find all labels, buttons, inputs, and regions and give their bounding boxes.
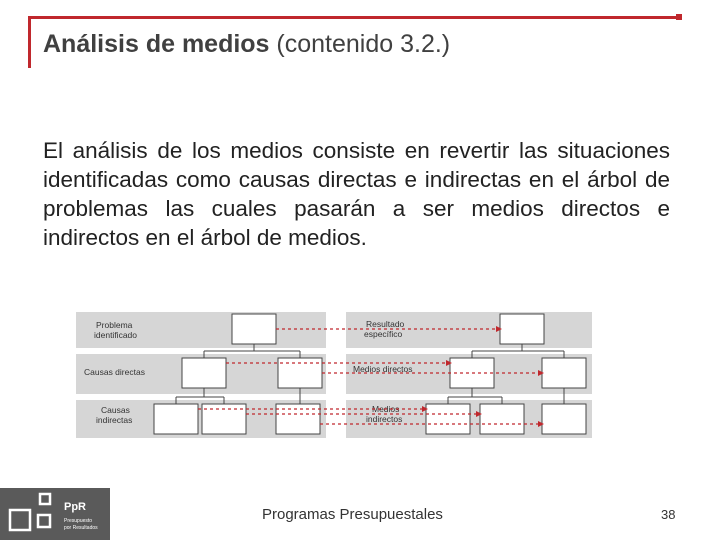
- slide-title-rest: (contenido 3.2.): [269, 30, 451, 58]
- label-medios-indirectos-2: indirectos: [366, 414, 403, 424]
- logo-subtext-1: Presupuesto: [64, 518, 93, 524]
- label-causas-indirectas-2: indirectas: [96, 415, 133, 425]
- footer-title: Programas Presupuestales: [262, 506, 443, 523]
- right-box-result: [500, 314, 544, 344]
- body-paragraph: El análisis de los medios consiste en revertir las situaciones identificadas como causas directas e indirectas en el árbol de problemas las cuales pasarán a ser medios directos e indirectos en el árbol de medios.: [43, 138, 670, 250]
- tree-diagram: [76, 310, 596, 440]
- title-accent-dot: [676, 14, 682, 20]
- right-box-indirect-3: [542, 404, 586, 434]
- title-accent-bar: [28, 16, 31, 68]
- right-box-direct-2: [542, 358, 586, 388]
- label-problema-1: Problema: [96, 320, 133, 330]
- right-box-indirect-1: [426, 404, 470, 434]
- page-number: 38: [661, 507, 676, 522]
- right-box-indirect-2: [480, 404, 524, 434]
- label-problema-2: identificado: [94, 330, 138, 340]
- label-resultado-2: específico: [364, 329, 403, 339]
- left-box-direct-1: [182, 358, 226, 388]
- label-medios-directos: Medios directos: [353, 364, 413, 374]
- ppr-logo: [0, 488, 110, 540]
- label-causas-indirectas-1: Causas: [101, 405, 130, 415]
- label-resultado-1: Resultado: [366, 319, 405, 329]
- slide-title: [43, 30, 450, 59]
- label-causas-directas: Causas directas: [84, 367, 145, 377]
- left-box-problem: [232, 314, 276, 344]
- label-medios-indirectos-1: Medios: [372, 404, 400, 414]
- logo-text: PpR: [64, 501, 86, 513]
- slide-title-bold: Análisis de medios: [43, 30, 270, 58]
- left-box-indirect-1: [154, 404, 198, 434]
- logo-subtext-2: por Resultados: [64, 525, 98, 531]
- title-accent-line: [28, 16, 678, 19]
